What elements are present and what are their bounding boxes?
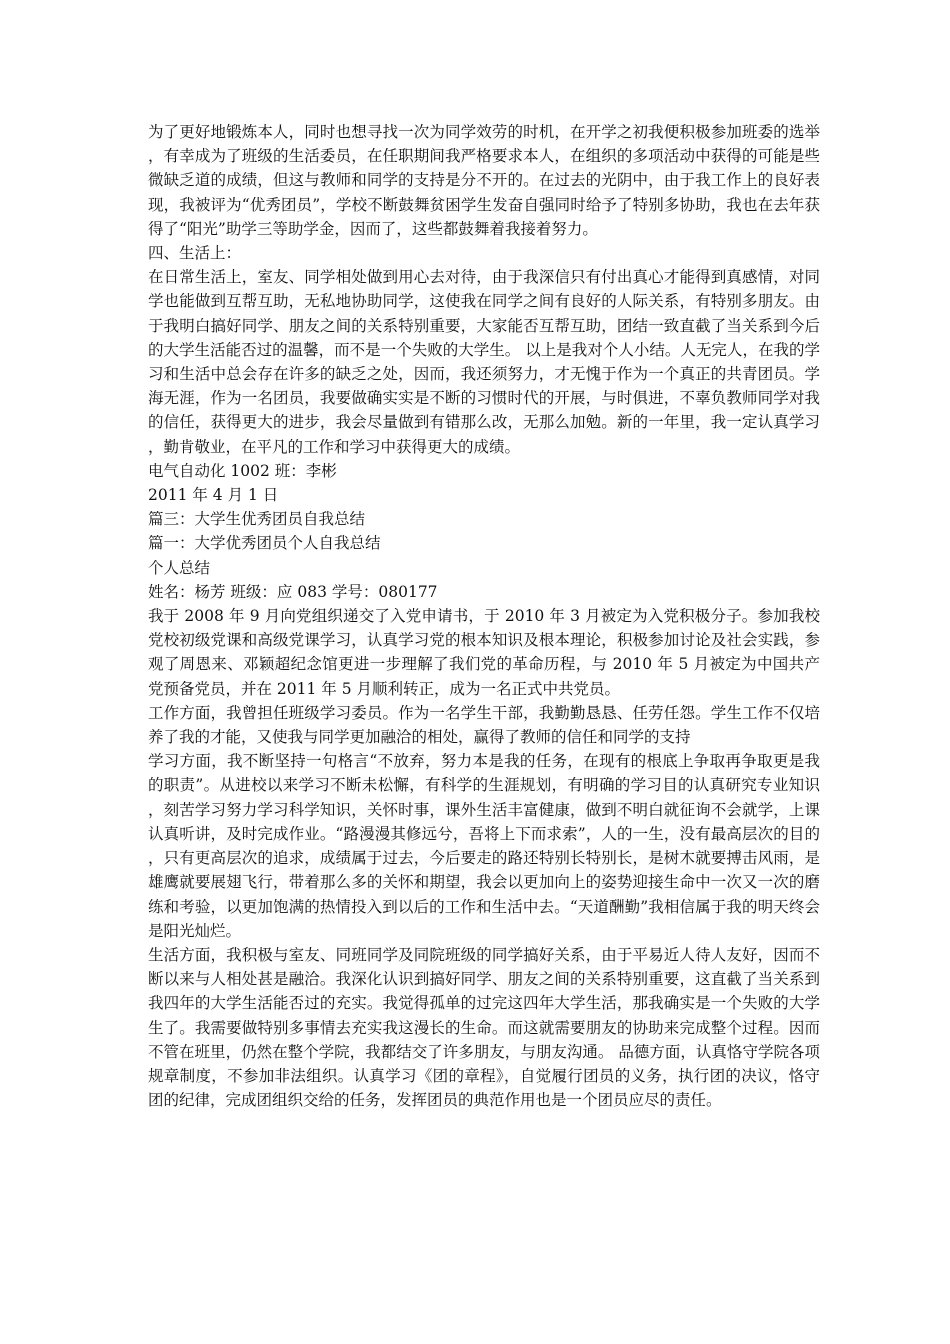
paragraph-scholarship: 为了更好地锻炼本人，同时也想寻找一次为同学效劳的时机，在开学之初我便积极参加班委的选举，有幸成为了班级的生活委员，在任职期间我严格要求本人，在组织的多项活动中获得的可能是些微缺乏道的成绩，但这与教师和同学的支持是分不开的。在过去的光阴中，由于我工作上的良好表现，我被评为“优秀团员”，学校不断鼓舞贫困学生发奋自强同时给予了特别多协助，我也在去年获得了“阳光”助学三等助学金，因而了，这些都鼓舞着我接着努力。 (148, 123, 820, 238)
paragraph-life-and-morality: 生活方面，我积极与室友、同班同学及同院班级的同学搞好关系，由于平易近人待人友好，因而不断以来与人相处甚是融洽。我深化认识到搞好同学、朋友之间的关系特别重要，这直截了当关系到我四年的大学生活能否过的充实。我觉得孤单的过完这四年大学生活，那我确实是一个失败的大学生了。我需要做特别多事情去充实我这漫长的生命。而这就需要朋友的协助来完成整个过程。因而不管在班里，仍然在整个学院，我都结交了许多朋友，与朋友沟通。 品德方面，认真恪守学院各项规章制度，不参加非法组织。认真学习《团的章程》，自觉履行团员的义务，执行团的决议，恪守团的纪律，完成团组织交给的任务，发挥团员的典范作用也是一个团员应尽的责任。 (148, 945, 820, 1110)
section-heading-life: 四、生活上： (148, 244, 242, 263)
student-info-line: 姓名：杨芳 班级：应 083 学号：080177 (148, 582, 438, 601)
paragraph-study: 学习方面，我不断坚持一句格言“不放弃，努力本是我的任务，在现有的根底上争取再争取更是我的职责”。从进校以来学习不断未松懈，有科学的生涯规划，有明确的学习目的认真研究专业知识，刻苦学习努力学习科学知识，关怀时事，课外生活丰富健康，做到不明白就征询不会就学，上课认真听讲，及时完成作业。“路漫漫其修远兮，吾将上下而求索”，人的一生，没有最高层次的目的，只有更高层次的追求，成绩属于过去，今后要走的路还特别长特别长，是树木就要搏击风雨，是雄鹰就要展翅飞行，带着那么多的关怀和期望，我会以更加向上的姿势迎接生命中一次又一次的磨练和考验，以更加饱满的热情投入到以后的工作和生活中去。“天道酬勤”我相信属于我的明天终会是阳光灿烂。 (148, 752, 820, 940)
author-signature: 电气自动化 1002 班：李彬 (148, 461, 337, 480)
signature-date: 2011 年 4 月 1 日 (148, 486, 279, 505)
paragraph-work: 工作方面，我曾担任班级学习委员。作为一名学生干部，我勤勤恳恳、任劳任怨。学生工作不仅培养了我的才能，又使我与同学更加融洽的相处，赢得了教师的信任和同学的支持 (148, 703, 820, 747)
paragraph-daily-life: 在日常生活上，室友、同学相处做到用心去对待，由于我深信只有付出真心才能得到真感情，对同学也能做到互帮互助，无私地协助同学，这使我在同学之间有良好的人际关系，有特别多朋友。由于我明白搞好同学、朋友之间的关系特别重要，大家能否互帮互助，团结一致直截了当关系到今后的大学生活能否过的温馨，而不是一个失败的大学生。 以上是我对个人小结。人无完人，在我的学习和生活中总会存在许多的缺乏之处，因而，我还须努力，才无愧于作为一个真正的共青团员。学海无涯，作为一名团员，我要做确实实是不断的习惯时代的开展，与时俱进，不辜负教师同学对我的信任，获得更大的进步，我会尽量做到有错那么改，无那么加勉。新的一年里，我一定认真学习，勤肯敬业，在平凡的工作和学习中获得更大的成绩。 (148, 268, 820, 456)
summary-title: 个人总结 (148, 558, 211, 577)
paragraph-party: 我于 2008 年 9 月向党组织递交了入党申请书，于 2010 年 3 月被定为入党积极分子。参加我校党校初级党课和高级党课学习，认真学习党的根本知识及根本理论，积极参加讨论及社会实践，参观了周恩来、邓颖超纪念馆更进一步理解了我们党的革命历程，与 2010 年 5 月被定为中国共产党预备党员，并在 2011 年 5 月顺利转正，成为一名正式中共党员。 (148, 607, 820, 698)
sub-chapter-title: 篇一：大学优秀团员个人自我总结 (148, 534, 381, 553)
chapter-title: 篇三：大学生优秀团员自我总结 (148, 510, 366, 529)
document-body (148, 120, 820, 1112)
